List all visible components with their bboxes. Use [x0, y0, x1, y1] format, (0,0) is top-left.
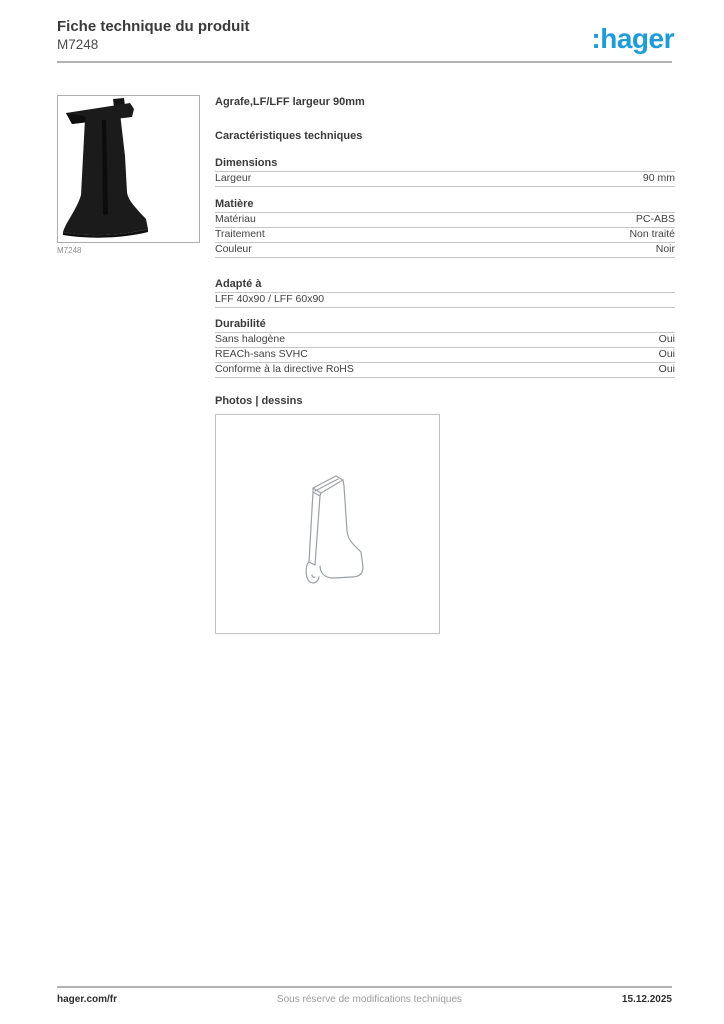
spec-section-matiere: [215, 198, 675, 258]
spec-row: [215, 363, 675, 378]
spec-value: PC-ABS: [635, 213, 675, 225]
spec-row: [215, 243, 675, 258]
footer-divider: [57, 986, 672, 988]
product-photo-frame: [57, 95, 200, 243]
spec-value: Oui: [658, 333, 675, 345]
photo-caption: M7248: [57, 246, 82, 255]
spec-label: Sans halogène: [215, 333, 286, 345]
spec-row: [215, 172, 675, 187]
spec-row: [215, 213, 675, 228]
spec-row: [215, 348, 675, 363]
spec-column: [215, 96, 675, 634]
spec-label: Conforme à la directive RoHS: [215, 363, 354, 375]
header-divider: [57, 61, 672, 63]
photos-heading: Photos | dessins: [215, 395, 303, 407]
spec-row: [215, 293, 675, 308]
hager-logo: :hager: [591, 23, 674, 54]
spec-section-adapte-a: [215, 278, 675, 308]
spec-value: Oui: [658, 363, 675, 375]
spec-label: Largeur: [215, 172, 252, 184]
spec-label: LFF 40x90 / LFF 60x90: [215, 293, 325, 305]
spec-label: Couleur: [215, 243, 252, 255]
spec-label: Matériau: [215, 213, 256, 225]
footer-disclaimer: Sous réserve de modifications techniques: [276, 994, 463, 1005]
spec-value: Noir: [655, 243, 675, 255]
product-name: Agrafe,LF/LFF largeur 90mm: [215, 96, 365, 108]
footer: [57, 994, 672, 1005]
spec-value: Oui: [658, 348, 675, 360]
footer-date: 15.12.2025: [621, 994, 672, 1005]
product-drawing-frame: [215, 414, 440, 634]
spec-section-durabilite: [215, 318, 675, 378]
product-reference: M7248: [57, 37, 99, 52]
characteristics-heading: Caractéristiques techniques: [215, 130, 363, 142]
spec-value: Non traité: [629, 228, 675, 240]
footer-website-link[interactable]: hager.com/fr: [57, 994, 118, 1005]
section-title: Dimensions: [215, 157, 675, 172]
section-title: Matière: [215, 198, 675, 213]
spec-label: Traitement: [215, 228, 265, 240]
spec-section-dimensions: [215, 157, 675, 187]
section-title: Adapté à: [215, 278, 675, 293]
product-photo-illustration: [58, 96, 199, 242]
spec-label: REACh-sans SVHC: [215, 348, 308, 360]
product-line-drawing: [216, 415, 439, 633]
spec-row: [215, 228, 675, 243]
section-title: Durabilité: [215, 318, 675, 333]
spec-row: [215, 333, 675, 348]
page-title: Fiche technique du produit: [57, 18, 250, 35]
spec-value: 90 mm: [642, 172, 675, 184]
